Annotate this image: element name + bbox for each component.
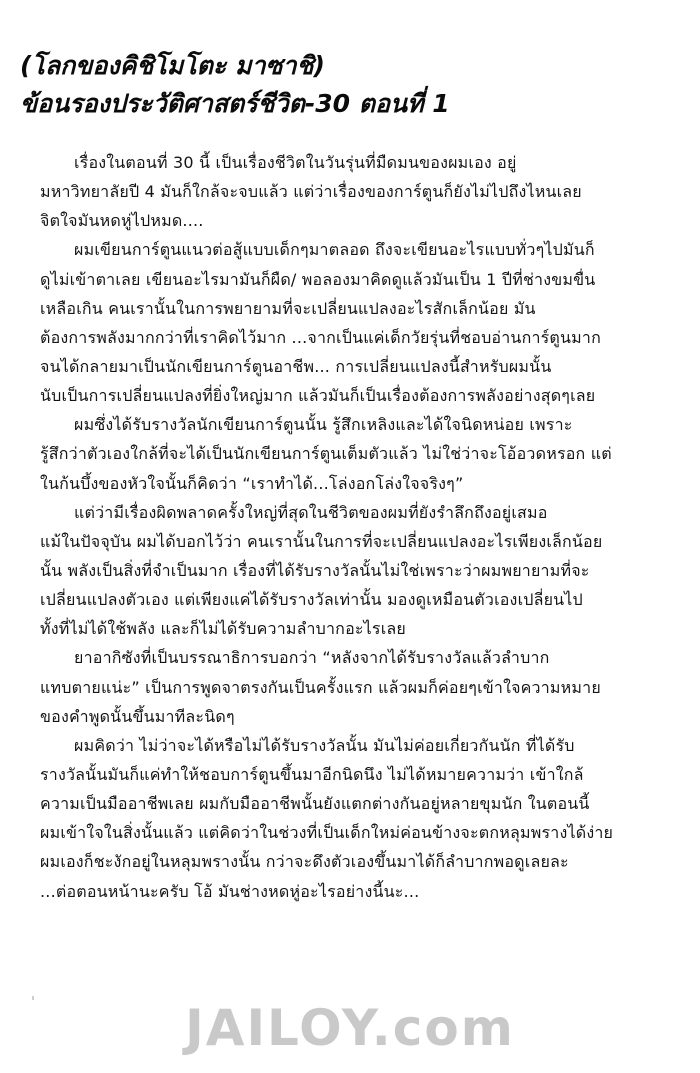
body-line: ต้องการพลังมากกว่าที่เราคิดไว้มาก ...จากเป็นแค่เด็กวัยรุ่นที่ชอบอ่านการ์ตูนมาก [40,327,601,347]
page-subtitle: ข้อนรองประวัติศาสตร์ชีวิต-30 ตอนที่ 1 [20,89,450,118]
body-line: นั้น พลังเป็นสิ่งที่จำเป็นมาก เรื่องที่ได้รับรางวัลนั้นไม่ใช่เพราะว่าผมพยายามที่จะ [40,560,590,580]
body-line: ผมเข้าใจในสิ่งนั้นแล้ว แต่คิดว่าในช่วงที่เป็นเด็กใหม่ค่อนข้างจะตกหลุมพรางได้ง่าย [40,823,614,843]
body-line: แต่ว่ามีเรื่องผิดพลาดครั้งใหญ่ที่สุดในชีวิตของผมที่ยังรำลึกถึงอยู่เสมอ [74,502,548,522]
site-watermark: JAILOY.com [185,999,515,1057]
body-line: เหลือเกิน คนเรานั้นในการพยายามที่จะเปลี่ยนแปลงอะไรสักเล็กน้อย มัน [40,298,536,318]
body-line: จิตใจมันหดหู่ไปหมด.... [40,211,204,231]
page-title: (โลกของคิชิโมโตะ มาซาชิ) [20,51,325,80]
body-line: มหาวิทยาลัยปี 4 มันก็ใกล้จะจบแล้ว แต่ว่าเรื่องของการ์ตูนก็ยังไม่ไปถึงไหนเลย [40,182,582,202]
body-line: ผมเองก็ชะงักอยู่ในหลุมพรางนั้น กว่าจะดึงตัวเองขึ้นมาได้ก็ลำบากพอดูเลยละ [40,852,569,872]
body-line: ดูไม่เข้าตาเลย เขียนอะไรมามันก็ผืด/ พอลองมาคิดดูแล้วมันเป็น 1 ปีที่ช่างขมขื่น [40,269,596,289]
body-line: ผมคิดว่า ไม่ว่าจะได้หรือไม่ได้รับรางวัลนั้น มันไม่ค่อยเกี่ยวกันนัก ที่ได้รับ [74,735,575,755]
body-line: ในก้นบึ้งของหัวใจนั้นก็คิดว่า “เราทำได้...โล่งอกโล่งใจจริงๆ” [40,473,464,493]
body-line: ผมซึ่งได้รับรางวัลนักเขียนการ์ตูนนั้น รู้สึกเหลิงและได้ใจนิดหน่อย เพราะ [74,415,573,435]
body-line: รางวัลนั้นมันก็แค่ทำให้ชอบการ์ตูนขึ้นมาอีกนิดนึง ไม่ได้หมายความว่า เข้าใกล้ [40,764,584,784]
body-line: ยาอากิซังที่เป็นบรรณาธิการบอกว่า “หลังจากได้รับรางวัลแล้วลำบาก [74,648,550,668]
body-line: นับเป็นการเปลี่ยนแปลงที่ยิ่งใหญ่มาก แล้วมันก็เป็นเรื่องต้องการพลังอย่างสุดๆเลย [40,386,596,406]
body-line: แม้ในปัจจุบัน ผมได้บอกไว้ว่า คนเรานั้นในการที่จะเปลี่ยนแปลงอะไรเพียงเล็กน้อย [40,531,603,551]
body-line: ผมเขียนการ์ตูนแนวต่อสู้แบบเด็กๆมาตลอด ถึงจะเขียนอะไรแบบทั่วๆไปมันก็ [74,240,595,260]
body-line: ทั้งที่ไม่ได้ใช้พลัง และก็ไม่ได้รับความลำบากอะไรเลย [40,619,406,639]
article-body [40,148,682,906]
body-line: จนได้กลายมาเป็นนักเขียนการ์ตูนอาชีพ... การเปลี่ยนแปลงนี้สำหรับผมนั้น [40,356,552,376]
body-line: เรื่องในตอนที่ 30 นี้ เป็นเรื่องชีวิตในวันรุ่นที่มืดมนของผมเอง อยู่ [74,153,517,172]
body-line: รู้สึกว่าตัวเองใกล้ที่จะได้เป็นนักเขียนการ์ตูนเต็มตัวแล้ว ไม่ใช่ว่าจะโอ้อวดหรอก แต่ [40,444,612,464]
body-line: เปลี่ยนแปลงตัวเอง แต่เพียงแค่ได้รับรางวัลเท่านั้น มองดูเหมือนตัวเองเปลี่ยนไป [40,590,583,610]
body-line: แทบตายแน่ะ” เป็นการพูดจาตรงกันเป็นครั้งแรก แล้วผมก็ค่อยๆเข้าใจความหมาย [40,677,601,697]
body-line: ความเป็นมืออาชีพเลย ผมกับมืออาชีพนั้นยังแตกต่างกันอยู่หลายขุมนัก ในตอนนี้ [40,794,590,814]
body-line: ของคำพูดนั้นขึ้นมาทีละนิดๆ [40,706,235,726]
body-line: ...ต่อตอนหน้านะครับ โอ้ มันช่างหดหู่อะไรอย่างนี้นะ... [40,881,420,901]
